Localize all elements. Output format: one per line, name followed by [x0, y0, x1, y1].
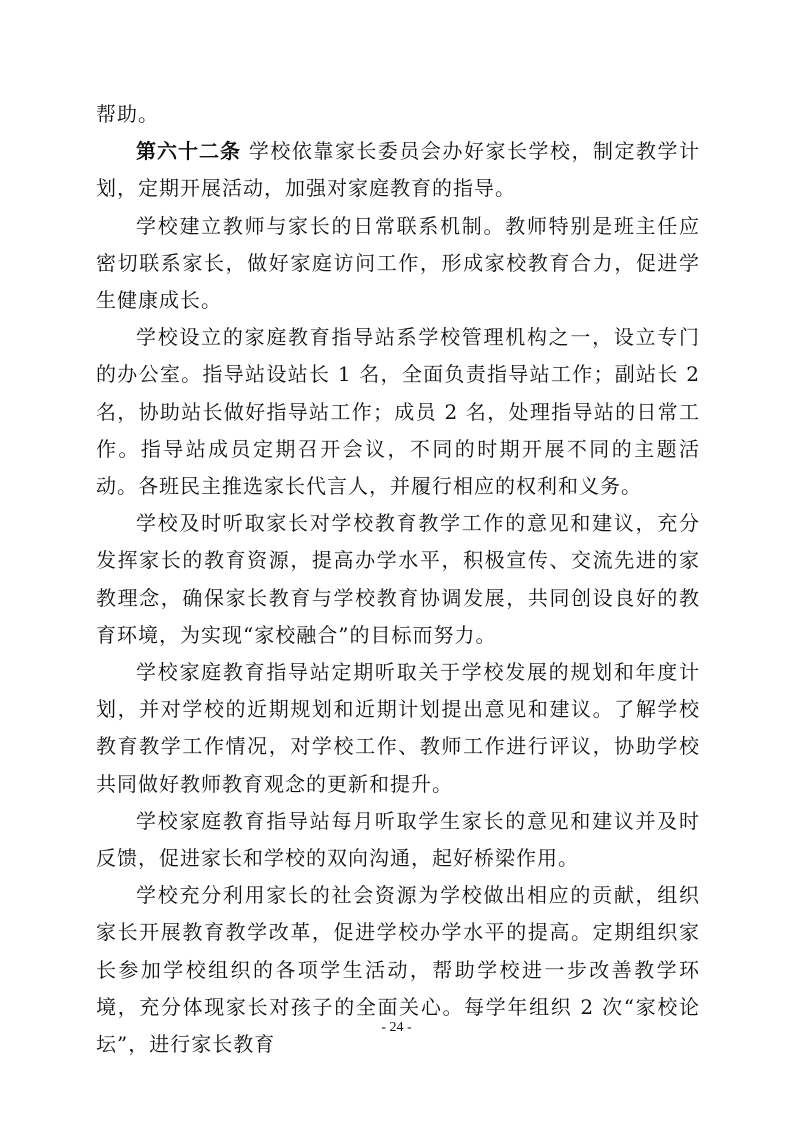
- paragraph-text: 学校及时听取家长对学校教育教学工作的意见和建议，充分发挥家长的教育资源，提高办学水平，积极宣传、交流先进的家教理念，确保家长教育与学校教育协调发展，共同创设良好的教育环境，为实现“家校融合”的目标而努力。: [96, 511, 700, 647]
- paragraph-5: [96, 505, 700, 654]
- paragraph-4: [96, 319, 700, 505]
- paragraph-text: 学校依靠家长委员会办好家长学校，制定教学计划，定期开展活动，加强对家庭教育的指导。: [96, 139, 701, 201]
- paragraph-text: 学校家庭教育指导站每月听取学生家长的意见和建议并及时反馈，促进家长和学校的双向沟通，起好桥梁作用。: [96, 808, 700, 871]
- paragraph-1: [96, 96, 700, 133]
- paragraph-text: 学校建立教师与家长的日常联系机制。教师特别是班主任应密切联系家长，做好家庭访问工作，形成家校教育合力，促进学生健康成长。: [96, 213, 700, 313]
- body-text: [96, 96, 700, 1063]
- paragraph-article-62: [96, 133, 700, 207]
- paragraph-7: [96, 803, 700, 877]
- paragraph-3: [96, 208, 700, 320]
- page-number: - 24 -: [381, 1020, 412, 1035]
- paragraph-text: 学校设立的家庭教育指导站系学校管理机构之一，设立专门的办公室。指导站设站长 1 名，全面负责指导站工作；副站长 2名，协助站长做好指导站工作；成员 2 名，处理指导站的日常工作。指导站成员定期召开会议，不同的时期开展不同的主题活动。各班民主推选家长代言人，并履行相应的权利和义务。: [96, 325, 700, 499]
- paragraph-text: 学校家庭教育指导站定期听取关于学校发展的规划和年度计划，并对学校的近期规划和近期计划提出意见和建议。了解学校教育教学工作情况，对学校工作、教师工作进行评议，协助学校共同做好教师教育观念的更新和提升。: [96, 660, 700, 796]
- paragraph-6: [96, 654, 700, 803]
- article-label: 第六十二条: [136, 139, 242, 164]
- paragraph-text: 学校充分利用家长的社会资源为学校做出相应的贡献，组织家长开展教育教学改革，促进学校办学水平的提高。定期组织家长参加学校组织的各项学生活动，帮助学校进一步改善教学环境，充分体现家长对孩子的全面关心。每学年组织 2 次“家校论坛”，进行家长教育: [96, 883, 700, 1057]
- paragraph-text: 帮助。: [96, 102, 159, 126]
